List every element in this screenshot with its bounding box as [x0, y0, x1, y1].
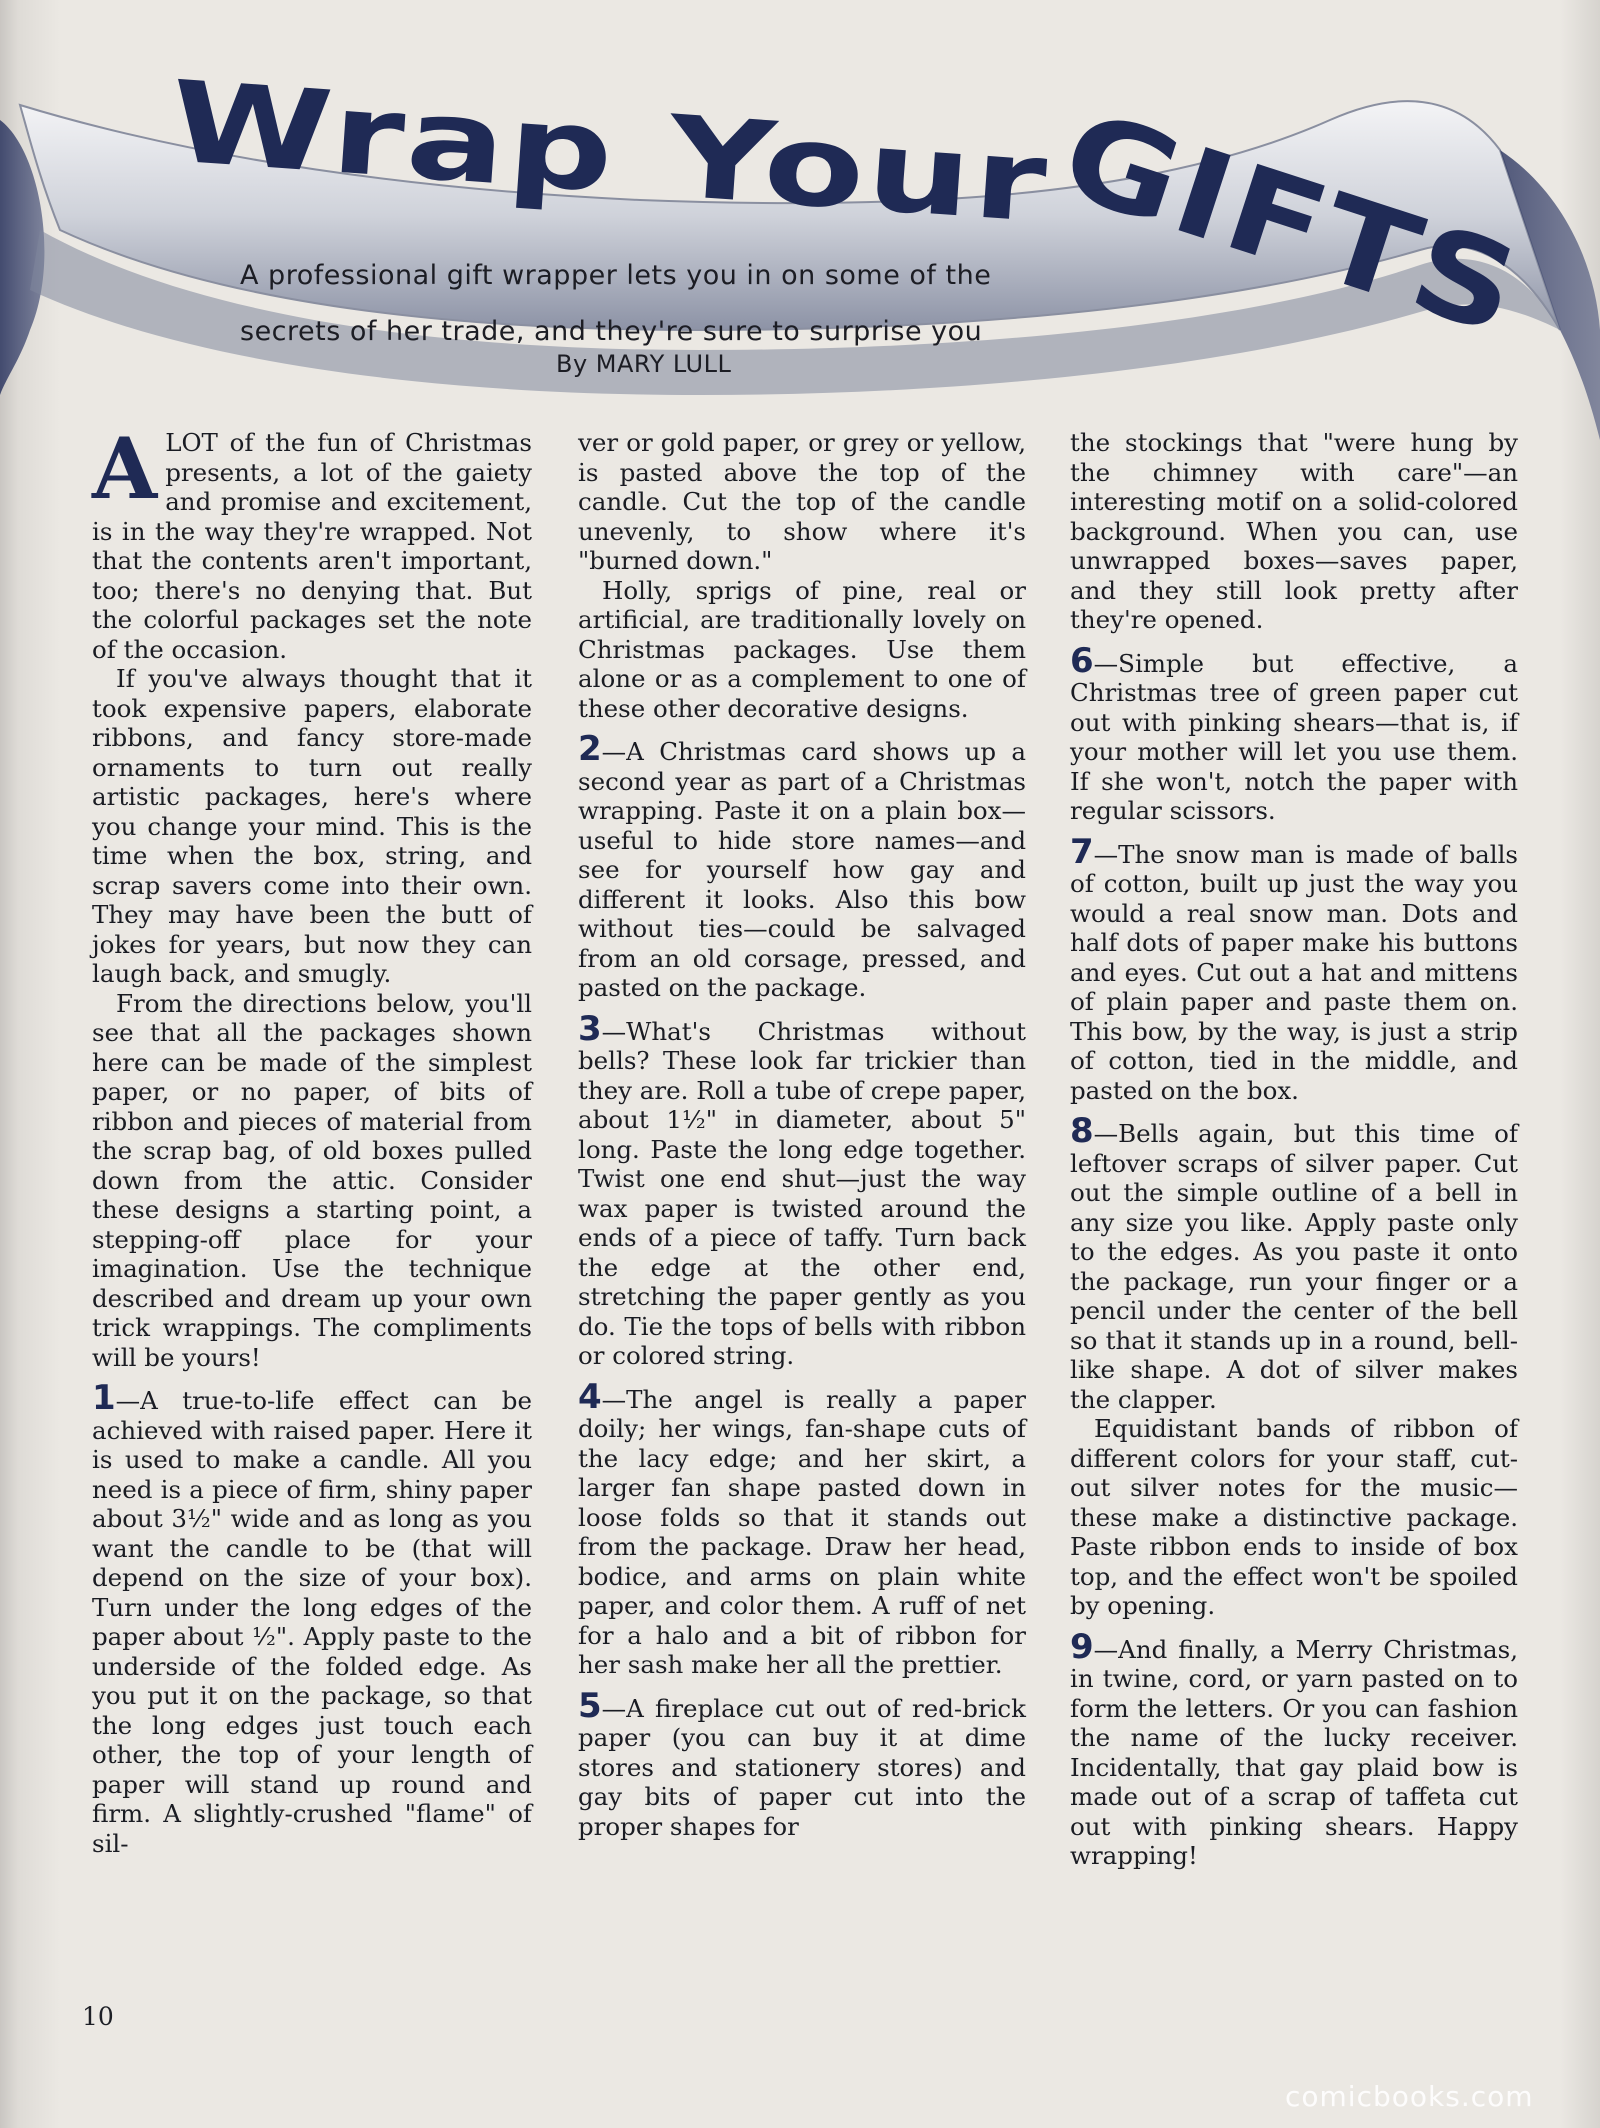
step-6-paragraph [1070, 640, 1518, 826]
step-7-paragraph [1070, 831, 1518, 1106]
step-5-paragraph [578, 1685, 1026, 1842]
step-2-paragraph [578, 729, 1026, 1003]
paragraph: Equidistant bands of ribbon of different colors for your staff, cut-out silver notes for the music—these make a distinctive package. Paste ribbon ends to inside of box top, and the effect won't be spoiled by opening. [1070, 1414, 1518, 1620]
step-8-text: —Bells again, but this time of leftover scraps of silver paper. Cut out the simple outline of a bell in any size you like. Apply paste only to the edges. As you paste it onto the package, run your finger or a pencil under the center of the bell so that it stands up in a round, bell-like shape. A dot of silver makes the clapper. [1070, 1119, 1518, 1414]
title-banner [0, 0, 1600, 440]
subtitle [240, 248, 1140, 360]
step-7-text: —The snow man is made of balls of cotton, built up just the way you would a real snow man. Dots and half dots of paper make his buttons and eyes. Cut out a hat and mittens of plain paper and paste them on. This bow, by the way, is just a strip of cotton, tied in the middle, and pasted on the box. [1070, 839, 1518, 1105]
intro-text: LOT of the fun of Christmas presents, a lot of the gaiety and promise and excitement, is in the way they're wrapped. Not that the contents aren't important, too; there's no denying that. But the colorful packages set the note of the occasion. [92, 428, 532, 664]
paragraph: Holly, sprigs of pine, real or artificial, are traditionally lovely on Christmas packages. Use them alone or as a complement to one of these other decorative designs. [578, 575, 1026, 723]
step-9-text: —And finally, a Merry Christmas, in twine, cord, or yarn pasted on to form the letters. Or you can fashion the name of the lucky receiver. Incidentally, that gay plaid bow is made out of a scrap of taffeta cut out with pinking shears. Happy wrapping! [1070, 1634, 1518, 1870]
intro-paragraph [92, 419, 532, 664]
step-number: 2 [578, 729, 602, 769]
watermark: comicbooks.com [1285, 2080, 1534, 2113]
step-5-text: —A fireplace cut out of red-brick paper (you can buy it at dime stores and stationery stores) and gay bits of paper cut into the proper shapes for [578, 1693, 1026, 1841]
step-number: 8 [1070, 1111, 1094, 1151]
article-column-3 [1070, 428, 1518, 1871]
step-number: 5 [578, 1685, 602, 1726]
step-4-paragraph [578, 1376, 1026, 1680]
byline: By MARY LULL [556, 350, 732, 378]
step-number: 7 [1070, 831, 1094, 872]
paragraph: the stockings that "were hung by the chimney with care"—an interesting motif on a solid-colored background. When you can, use unwrapped boxes—saves paper, and they still look pretty after they're opened. [1070, 428, 1518, 634]
step-number: 1 [92, 1378, 116, 1418]
drop-cap: A [92, 419, 158, 518]
step-3-text: —What's Christmas without bells? These look far trickier than they are. Roll a tube of crepe paper, about 1½" in diameter, about 5" long. Paste the long edge together. Twist one end shut—just the way wax paper is twisted around the ends of a piece of taffy. Turn back the edge at the other end, stretching the paper gently as you do. Tie the tops of bells with ribbon or colored string. [578, 1016, 1026, 1370]
step-number: 4 [578, 1376, 602, 1417]
title-wrap-your: Wrap Your [166, 57, 846, 234]
step-number: 6 [1070, 640, 1094, 681]
paragraph: ver or gold paper, or grey or yellow, is pasted above the top of the candle. Cut the top of the candle unevenly, to show where it's "burned down." [578, 428, 1026, 575]
step-3-paragraph [578, 1008, 1026, 1371]
title-gifts: GIFTS [1046, 85, 1473, 343]
step-2-text: —A Christmas card shows up a second year as part of a Christmas wrapping. Paste it on a plain box—useful to hide store names—and see for yourself how gay and different it looks. Also this bow without ties—could be salvaged from an old corsage, pressed, and pasted on the package. [578, 737, 1026, 1002]
step-4-text: —The angel is really a paper doily; her wings, fan-shape cuts of the lacy edge; and her skirt, a larger fan shape pasted down in loose folds so that it stands out from the package. Draw her head, bodice, and arms on plain white paper, and color them. A ruff of net for a halo and a bit of ribbon for her sash make her all the prettier. [578, 1384, 1026, 1679]
step-1-paragraph [92, 1378, 532, 1858]
article-column-2 [578, 428, 1026, 1841]
subtitle-line-1: A professional gift wrapper lets you in on some of the [240, 260, 992, 291]
step-9-paragraph [1070, 1626, 1518, 1871]
step-number: 3 [578, 1008, 602, 1049]
paragraph: If you've always thought that it took expensive papers, elaborate ribbons, and fancy store-made ornaments to turn out really artistic packages, here's where you change your mind. This is the time when the box, string, and scrap savers come into their own. They may have been the butt of jokes for years, but now they can laugh back, and smugly. [92, 664, 532, 988]
page-number: 10 [82, 2002, 114, 2031]
step-1-text: —A true-to-life effect can be achieved with raised paper. Here it is used to make a candle. All you need is a piece of firm, shiny paper about 3½" wide and as long as you want the candle to be (that will depend on the size of your box). Turn under the long edges of the paper about ½". Apply paste to the underside of the folded edge. As you put it on the package, so that the long edges just touch each other, the top of your length of paper will stand up round and firm. A slightly-crushed "flame" of sil- [92, 1386, 532, 1858]
step-8-paragraph [1070, 1111, 1518, 1414]
step-number: 9 [1070, 1626, 1094, 1667]
paragraph: From the directions below, you'll see that all the packages shown here can be made of the simplest paper, or no paper, of bits of ribbon and pieces of material from the scrap bag, of old boxes pulled down from the attic. Consider these designs a starting point, a stepping-off place for your imagination. Use the technique described and dream up your own trick wrappings. The compliments will be yours! [92, 988, 532, 1372]
article-column-1 [92, 419, 532, 1858]
subtitle-line-2: secrets of her trade, and they're sure to surprise you [240, 316, 983, 347]
step-6-text: —Simple but effective, a Christmas tree of green paper cut out with pinking shears—that is, if your mother will let you use them. If she won't, notch the paper with regular scissors. [1070, 648, 1518, 825]
